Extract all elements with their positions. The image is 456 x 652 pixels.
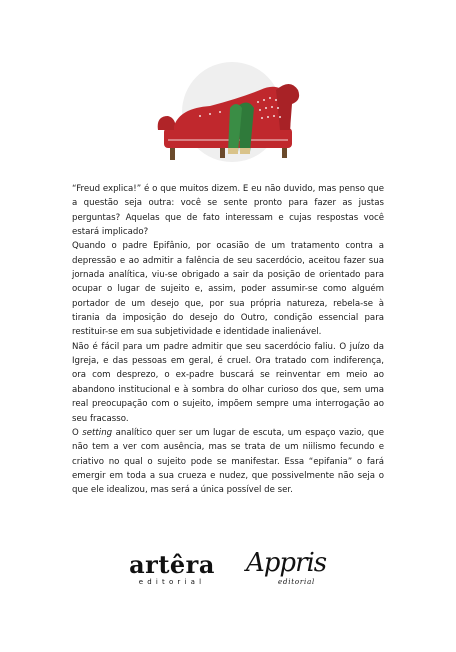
sofa-arm-left [158, 116, 176, 130]
paragraph: “Freud explica!” é o que muitos dizem. E eu não duvido, mas penso que a questão seja outra: você se sente pronto para fazer as justas perguntas? Aquelas que de fato interessam e cujas respostas você estará implicado? [72, 184, 384, 238]
divan-icon [150, 60, 310, 180]
artera-logo [126, 548, 218, 592]
publisher-logos [120, 548, 340, 592]
paragraph-text: analítico quer ser um lugar de escuta, um espaço vazio, que não tem a ver com ausência, mas se trata de um niilismo fecundo e criativo no qual o sujeito pode se manifestar. Essa “epifania” o fará emergir em toda a sua crueza e nudez, que possivelmente não seja o que ele idealizou, mas será a única possível de ser. [72, 427, 385, 496]
cover-illustration [150, 60, 310, 180]
paragraph-text: O [72, 427, 83, 438]
italic-term: setting [82, 427, 113, 438]
appris-logo [244, 548, 340, 592]
stole-fringe [228, 148, 238, 154]
artera-logo-name: artêra [129, 550, 215, 579]
back-cover-text [72, 182, 384, 498]
stole-fringe [240, 148, 250, 154]
sofa-base [164, 128, 292, 148]
sofa-leg [170, 146, 175, 160]
sofa-arm-right [276, 84, 299, 130]
appris-logo-sub: editorial [278, 578, 316, 586]
paragraph: Quando o padre Epifânio, por ocasião de um tratamento contra a depressão e ao admitir a falência de seu sacerdócio, aceitou fazer sua jornada analítica, viu-se obrigado a sair da posição de orientado para ocupar o lugar de sujeito e, assim, poder assumir-se como alguém portador de um desejo que, por sua própria natureza, rebela-se à tirania da imposição do desejo do Outro, condição essencial para restituir-se em sua subjetividade e identidade inalienável. [72, 241, 384, 338]
artera-logo-sub: editorial [138, 578, 206, 586]
appris-logo-name: Appris [246, 548, 327, 578]
paragraph: Não é fácil para um padre admitir que seu sacerdócio faliu. O juízo da Igreja, e das pessoas em geral, é cruel. Ora tratado com indiferença, ora com desprezo, o ex-padre buscará se reinventar em meio ao abandono institucional e à sombra do olhar curioso dos que, sem uma real preocupação com o sujeito, impõem sempre uma interrogação ao seu fracasso. [72, 341, 384, 424]
paragraph [72, 426, 384, 498]
